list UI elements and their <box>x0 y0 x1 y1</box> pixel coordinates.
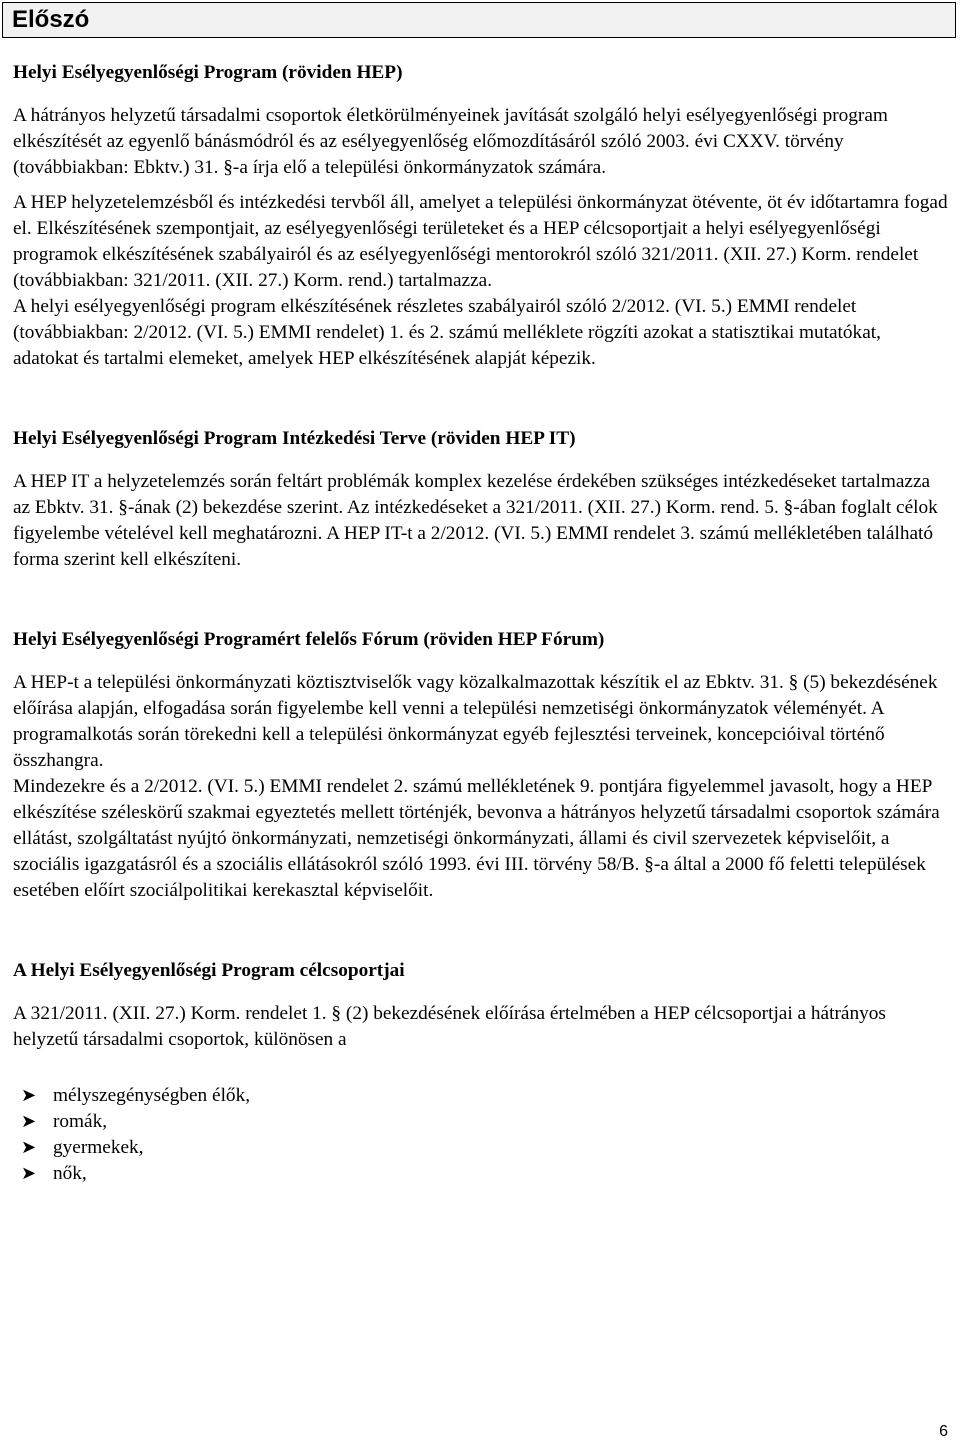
section-heading: A Helyi Esélyegyenlőségi Program célcsoportjai <box>13 960 405 981</box>
section-heading: Helyi Esélyegyenlőségi Program Intézkedési Terve (röviden HEP IT) <box>13 428 576 449</box>
arrow-bullet-icon: ➤ <box>21 1085 37 1106</box>
section-target-groups <box>13 958 948 1187</box>
list-item: ➤ romák, <box>13 1109 948 1135</box>
list-item: ➤ mélyszegénységben élők, <box>13 1083 948 1109</box>
arrow-bullet-icon: ➤ <box>21 1163 37 1184</box>
list-item: ➤ nők, <box>13 1161 948 1187</box>
title-bar <box>2 2 956 38</box>
arrow-bullet-icon: ➤ <box>21 1111 37 1132</box>
section-hep-it <box>13 426 948 573</box>
paragraph: A hátrányos helyzetű társadalmi csoportok életkörülményeinek javítását szolgáló helyi esélyegyenlőségi program elkészítését az egyenlő bánásmódról és az esélyegyenlőség előmozdításáról szóló 2003. évi CXXV. törvény (továbbiakban: Ebktv.) 31. §-a írja elő a települési önkormányzatok számára. <box>13 105 888 178</box>
page-title: Előszó <box>12 6 90 33</box>
list-item: ➤ gyermekek, <box>13 1135 948 1161</box>
section-hep <box>13 60 948 372</box>
section-heading: Helyi Esélyegyenlőségi Program (röviden HEP) <box>13 62 403 83</box>
paragraph: A 321/2011. (XII. 27.) Korm. rendelet 1. § (2) bekezdésének előírása értelmében a HEP célcsoportjai a hátrányos helyzetű társadalmi csoportok, különösen a <box>13 1003 886 1050</box>
document-body <box>13 60 948 1187</box>
target-group-list <box>13 1083 948 1187</box>
paragraph: Mindezekre és a 2/2012. (VI. 5.) EMMI rendelet 2. számú mellékletének 9. pontjára figyelemmel javasolt, hogy a HEP elkészítése széleskörű szakmai egyeztetés mellett történjék, bevonva a hátrányos helyzetű társadalmi csoportok számára ellátást, szolgáltatást nyújtó önkormányzati, nemzetiségi önkormányzati, állami és civil szervezetek képviselőit, a szociális igazgatásról és a szociális ellátásokról szóló 1993. évi III. törvény 58/B. §-a által a 2000 fő feletti települések esetében előírt szociálpolitikai kerekasztal képviselőit. <box>13 776 940 901</box>
paragraph: A HEP-t a települési önkormányzati köztisztviselők vagy közalkalmazottak készítik el az Ebktv. 31. § (5) bekezdésének előírása alapján, elfogadása során figyelembe kell venni a települési nemzetiségi önkormányzatok véleményét. A programalkotás során törekedni kell a települési önkormányzat egyéb fejlesztési terveinek, koncepcióival történő összhangra. <box>13 672 938 771</box>
section-heading: Helyi Esélyegyenlőségi Programért felelős Fórum (röviden HEP Fórum) <box>13 629 605 650</box>
paragraph: A helyi esélyegyenlőségi program elkészítésének részletes szabályairól szóló 2/2012. (VI. 5.) EMMI rendelet (továbbiakban: 2/2012. (VI. 5.) EMMI rendelet) 1. és 2. számú melléklete rögzíti azokat a statisztikai mutatókat, adatokat és tartalmi elemeket, amelyek HEP elkészítésének alapját képezik. <box>13 296 881 369</box>
paragraph: A HEP IT a helyzetelemzés során feltárt problémák komplex kezelése érdekében szükséges intézkedéseket tartalmazza az Ebktv. 31. §-ának (2) bekezdése szerint. Az intézkedéseket a 321/2011. (XII. 27.) Korm. rend. 5. §-ában foglalt célok figyelembe vételével kell meghatározni. A HEP IT-t a 2/2012. (VI. 5.) EMMI rendelet 3. számú mellékletében található forma szerint kell elkészíteni. <box>13 471 938 570</box>
arrow-bullet-icon: ➤ <box>21 1137 37 1158</box>
section-hep-forum <box>13 627 948 904</box>
paragraph: A HEP helyzetelemzésből és intézkedési tervből áll, amelyet a települési önkormányzat ötévente, öt év időtartamra fogad el. Elkészítésének szempontjait, az esélyegyenlőségi területeket és a HEP célcsoportjait a helyi esélyegyenlőségi programok elkészítésének szabályairól és az esélyegyenlőségi mentorokról szóló 321/2011. (XII. 27.) Korm. rendelet (továbbiakban: 321/2011. (XII. 27.) Korm. rend.) tartalmazza. <box>13 192 948 291</box>
page-number: 6 <box>939 1423 948 1440</box>
